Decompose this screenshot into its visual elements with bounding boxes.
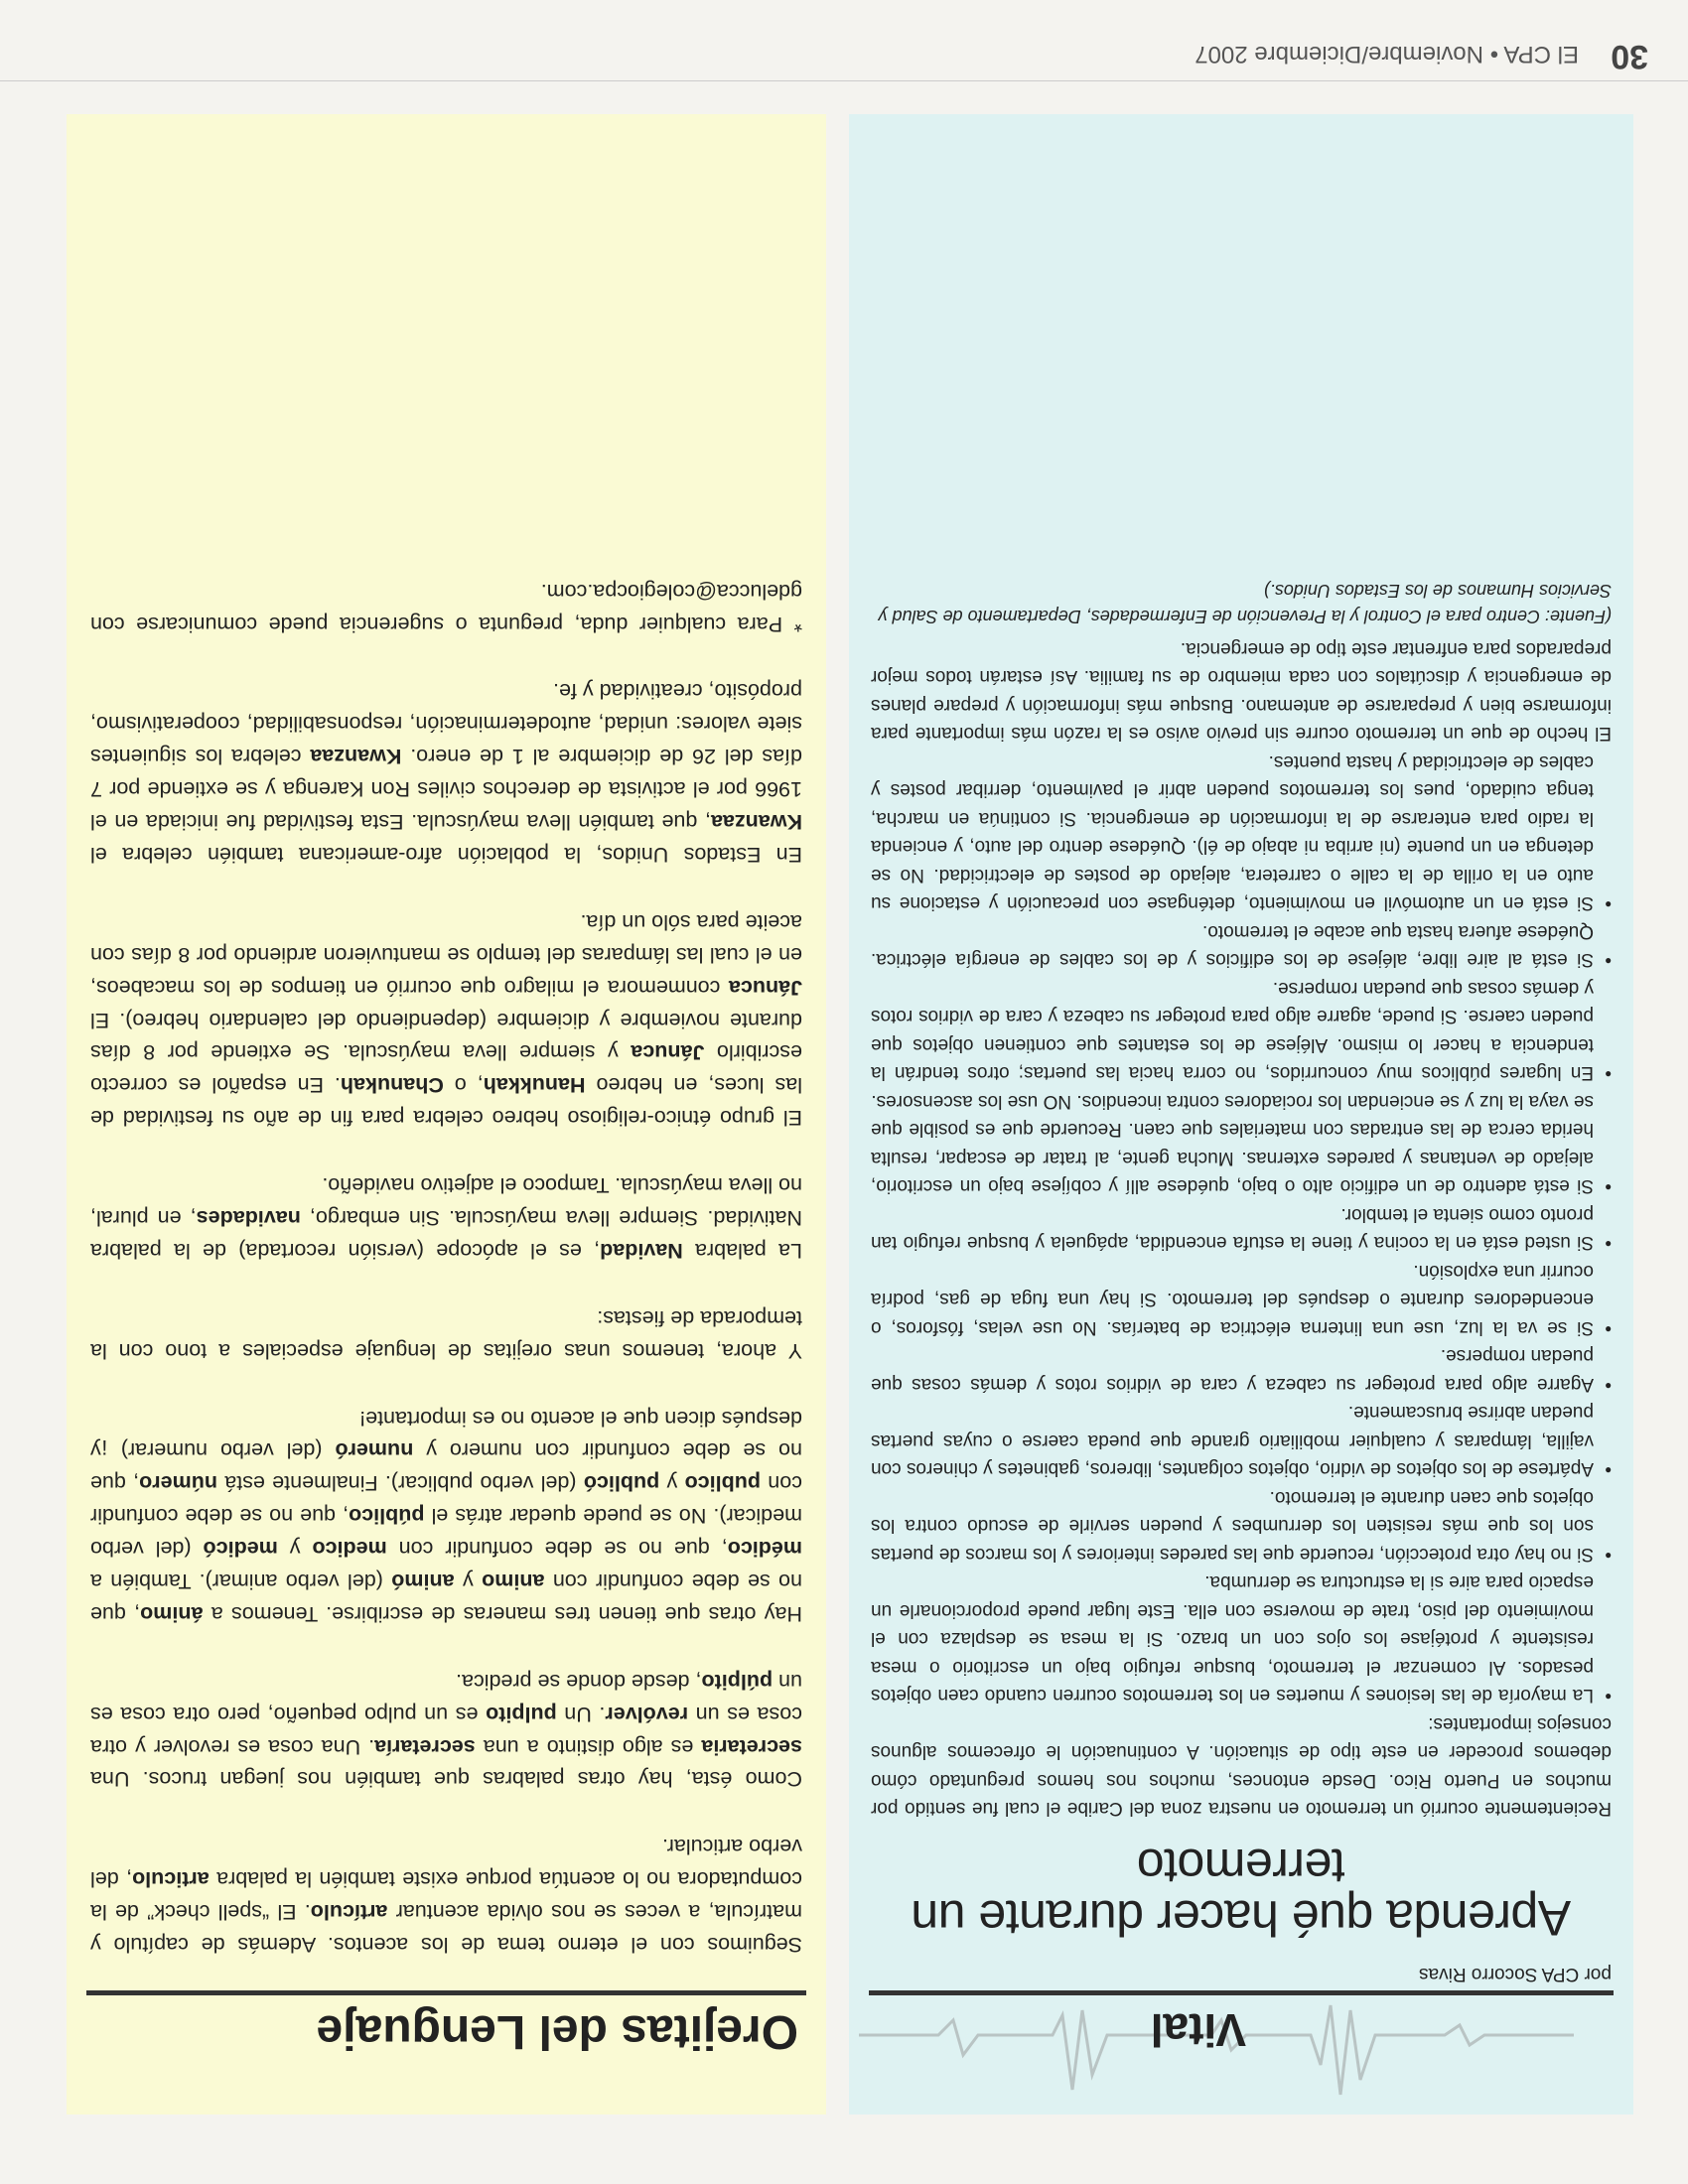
paragraph-text: . El “spell check” de la computadora no lo acentúa porque existe también la palabra <box>90 1867 802 1925</box>
safety-tip: • Si usted está en la cocina y tiene la estufa encendida, apáguela y busque refugio tan pronto como sienta el temblor. <box>871 1199 1612 1256</box>
paragraph-text: celebra los siguientes siete valores: unidad, autodeterminación, responsabilidad, cooperativismo, propósito, creatividad y fe. <box>90 679 802 769</box>
paragraph-text: (del verbo animar). También a <box>89 1569 392 1593</box>
vital-title: Vital <box>1150 2004 1246 2056</box>
paragraph-text: Seguimos con el eterno tema de los acentos. Además de capítulo y matrícula, a veces se nos olvida acentuar <box>90 1900 802 1957</box>
bold-term: público <box>349 1504 425 1529</box>
article-intro: Recientemente ocurrió un terremoto en nuestra zona del Caribe el cual fue sentido por muchos en Puerto Rico. Desde entonces, muchos nos hemos preguntado cómo debemos proceder en este tipo de situación. A continuación le ofrecemos algunos consejos importantes: <box>871 1712 1612 1820</box>
bold-term: Kwanzaa <box>710 810 802 835</box>
paragraph-text: Y ahora, tenemos unas orejitas de lenguaje especiales a tono con la temporada de fiestas: <box>90 1305 802 1363</box>
paragraph-text: El grupo étnico-religioso hebreo celebra para fin de año su festividad de las luces, en hebreo <box>90 1073 802 1131</box>
bold-term: Chanukah <box>340 1073 444 1098</box>
bold-term: secretaria <box>701 1734 802 1759</box>
paragraph-text: , o <box>443 1073 484 1098</box>
bold-term: artículo <box>310 1900 388 1925</box>
page-number: 30 <box>1611 38 1648 75</box>
paragraph-text: . Una cosa es revolver y otra cosa es un <box>90 1702 802 1759</box>
bold-term: medico <box>312 1537 387 1562</box>
safety-tip: • Si está en un automóvil en movimiento, deténgase con precaución y estacione su auto en la orilla de la calle o carretera, alejado de postes de electricidad. No se detenga en un puente (ni arriba ni abajo de él). Quédese dentro del auto, y encienda la radio para enterarse de la información de emergencia. Si continúa en marcha, tenga cuidado, pues los terremotos pueden abrir el pavimento, derribar postes y cables de electricidad y hasta puentes. <box>871 747 1612 916</box>
bold-term: médico <box>727 1537 802 1562</box>
orejitas-paragraph <box>90 675 802 871</box>
orejitas-paragraph <box>90 1168 802 1267</box>
paragraph-text: (del verbo numerar) ¡y después dicen que el acento no es importante! <box>90 1406 802 1463</box>
bold-term: navidades <box>196 1205 301 1230</box>
bold-term: Jánuca <box>631 1040 705 1065</box>
paragraph-text: y <box>454 1569 483 1593</box>
paragraph-text: , que no se debe confundir con numero y <box>90 1438 802 1496</box>
paragraph-text: . En español es correcto escribirlo <box>90 1040 802 1098</box>
paragraph-text: es algo distinto a una <box>475 1734 702 1759</box>
paragraph-text: es un pulpo pequeño, pero otra cosa es un <box>90 1669 802 1726</box>
bold-term: animo <box>482 1569 545 1593</box>
vital-column <box>849 114 1633 2115</box>
bold-term: medicó <box>203 1537 278 1562</box>
paragraph-text: * Para cualquier duda, pregunta o sugerencia puede comunicarse con gdelucca@colegiocpa.com. <box>90 579 802 636</box>
paragraph-text: Como ésta, hay otras palabras que también nos juegan trucos. Una <box>90 1767 802 1792</box>
paragraph-text: , en plural, no lleva mayúscula. Tampoco el adjetivo navideño. <box>90 1173 802 1230</box>
orejitas-paragraph <box>90 1830 802 1961</box>
orejitas-paragraph <box>90 1402 802 1630</box>
paragraph-text: y siempre lleva mayúscula. Se extiende por 8 días durante noviembre y diciembre (dependiendo del calendario hebreo). El <box>90 1008 802 1065</box>
orejitas-paragraph <box>90 905 802 1134</box>
paragraph-text: La palabra <box>682 1238 802 1263</box>
paragraph-text: Hay otras que tienen tres maneras de escribirse. Tenemos a <box>203 1601 802 1626</box>
page-footer <box>0 22 1688 81</box>
bold-term: secretaría <box>374 1734 476 1759</box>
article-headline: Aprenda qué hacer durante un terremoto <box>911 1838 1572 1947</box>
safety-tip: • Si está al aire libre, aléjese de los edificios y de los cables de energía eléctrica. Quédese afuera hasta que acabe el terremoto. <box>871 916 1612 973</box>
paragraph-text: , que no se debe confundir con <box>90 1471 802 1529</box>
safety-tip: • Si se va la luz, use una linterna eléctrica de baterías. No use velas, fósforos, o encendedores durante o después del terremoto. Si hay una fuga de gas, podría ocurrir una explosión. <box>871 1256 1612 1341</box>
bold-term: revólver <box>605 1702 689 1726</box>
safety-tip: • Apártese de los objetos de vidrio, objetos colgantes, libreros, gabinetes y chineros con vajilla, lámparas y cualquier mobiliario grande que pueda caerse o cuyas puertas puedan abrirse bruscamente. <box>871 1398 1612 1483</box>
bold-term: Jánuca <box>728 975 802 1000</box>
orejitas-del-lenguaje-column <box>67 114 826 2115</box>
paragraph-text: , que no se debe confundir con <box>90 1569 802 1626</box>
orejitas-paragraph <box>90 575 802 640</box>
safety-tip: • Si no hay otra protección, recuerde que las paredes interiores y los marcos de puertas son los que más resisten los derrumbes y pueden servirle de escudo contra los objetos que caen durante el terremoto. <box>871 1482 1612 1568</box>
bold-term: Hanukkah <box>483 1073 586 1098</box>
footer-rule <box>0 80 1688 81</box>
vital-header <box>869 1990 1614 2115</box>
bold-term: animó <box>391 1569 455 1593</box>
safety-tip: • Si está adentro de un edificio alto o bajo, quédese allí y cobíjese bajo un escritorio, alejado de ventanas y paredes externas. Mucha gente, al tratar de escapar, resulta herida cerca de las entradas con materiales que caen. Recuerde que es posible que se vaya la luz y se enciendan los rociadores contra incendios. NO use los ascensores. <box>871 1086 1612 1199</box>
paragraph-text: En Estados Unidos, la población afro-americana también celebra el <box>90 842 802 867</box>
orejitas-body <box>90 575 802 1961</box>
article-source: (Fuente: Centro para el Control y la Prevención de Enfermedades, Departamento de Salud y Servicios Humanos de los Estados Unidos.) <box>878 581 1612 627</box>
safety-tip: • La mayoría de las lesiones y muertes en los terremotos ocurren cuando caen objetos pesados. Al comenzar el terremoto, busque refugio bajo un escritorio o mesa resistente y protéjase los ojos con un brazo. Si la mesa se desplaza con el movimiento del piso, trate de moverse con ella. Este lugar puede proporcionarle un espacio para aire si la estructura se derrumba. <box>871 1568 1612 1709</box>
bold-term: púlpito <box>701 1669 774 1694</box>
orejitas-paragraph <box>90 1301 802 1367</box>
paragraph-text: , es el apócope (versión recortada) de la palabra Natividad. Siempre lleva mayúscula. Sin embargo, <box>90 1205 802 1263</box>
orejitas-header <box>86 1990 806 2115</box>
paragraph-text: , desde donde se predica. <box>456 1669 702 1694</box>
article-closing: El hecho de que un terremoto ocurre sin previo aviso es la razón más importante para informarse bien y prepararse de antemano. Busque más información y prepare planes de emergencia y discútalos con cada miembro de su familia. Así estarán todos mejor preparados para enfrentar este tipo de emergencia. <box>871 637 1612 745</box>
safety-tip: • En lugares públicos muy concurridos, no corra hacia las puertas; otros tendrán la tendencia a hacer lo mismo. Aléjese de los estantes que contienen objetos que pueden caerse. Si puede, agarre algo para proteger su cabeza y cara de vidrios rotos y demás cosas que puedan romperse. <box>871 973 1612 1086</box>
orejitas-title: Orejitas del Lenguaje <box>316 2005 798 2058</box>
bold-term: publico <box>684 1471 762 1496</box>
safety-tip: • Agarre algo para proteger su cabeza y cara de vidrios rotos y demás cosas que puedan romperse. <box>871 1341 1612 1398</box>
byline: por CPA Socorro Rivas <box>1419 1964 1612 1984</box>
bold-term: pulpito <box>486 1702 557 1726</box>
bold-term: publicó <box>583 1471 660 1496</box>
bold-term: ánimo <box>140 1601 204 1626</box>
bold-term: articulo <box>132 1867 210 1892</box>
paragraph-text: (del verbo publicar). Finalmente está <box>216 1471 584 1496</box>
paragraph-text: . Un <box>556 1702 606 1726</box>
paragraph-text: conmemora el milagro que ocurrió en tiempos de los macabeos, en el cual las lámparas del templo se mantuvieron ardiendo por 8 días con aceite para sólo un día. <box>90 909 802 1000</box>
bold-term: Navidad <box>600 1238 683 1263</box>
paragraph-text: (del verbo medicar). No se puede quedar atrás el <box>90 1504 802 1562</box>
bold-term: número <box>139 1471 217 1496</box>
paragraph-text: , que no se debe confundir con <box>386 1537 728 1562</box>
bold-term: Kwanzaa <box>310 745 402 769</box>
orejitas-paragraph <box>90 1665 802 1796</box>
paragraph-text: , del verbo articular. <box>90 1835 802 1892</box>
safety-tips-list <box>871 747 1612 1708</box>
publication-line: El CPA • Noviembre/Diciembre 2007 <box>1195 41 1579 68</box>
paragraph-text: , que también lleva mayúscula. Esta festividad fue iniciada en el 1966 por el activista de derechos civiles Ron Karenga y se extiende por 7 días del 26 de diciembre al 1 de enero. <box>90 745 802 835</box>
paragraph-text: y <box>659 1471 685 1496</box>
bold-term: numeró <box>335 1438 414 1463</box>
paragraph-text: y <box>277 1537 313 1562</box>
